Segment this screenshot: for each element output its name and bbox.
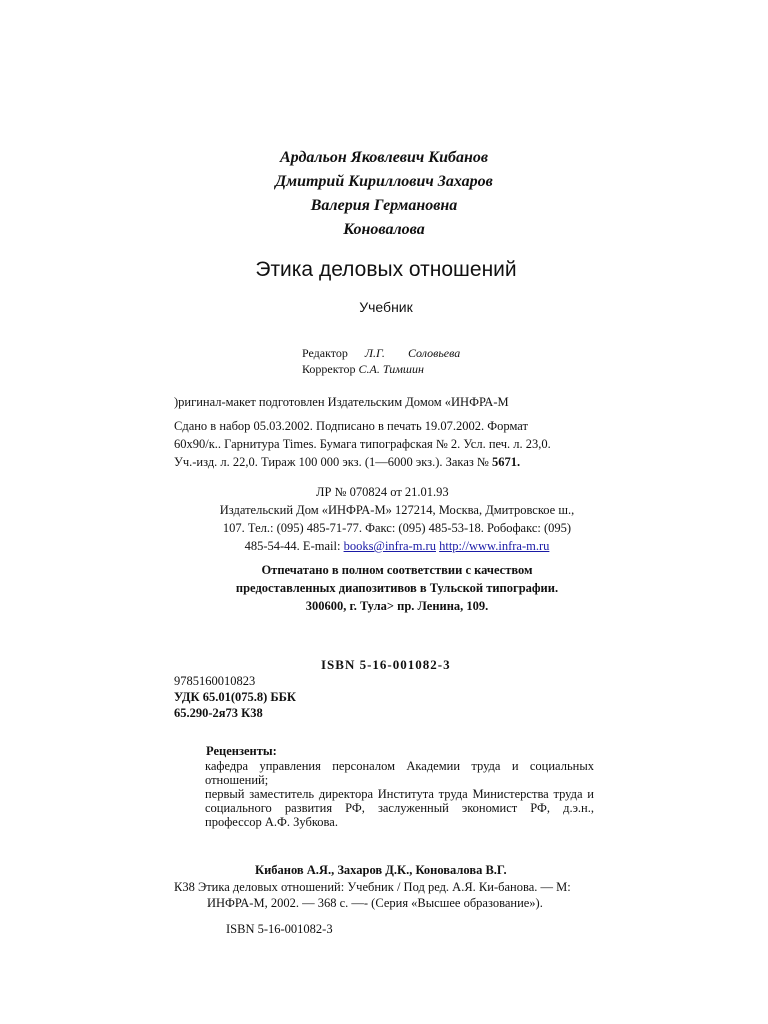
editor-label: Редактор [302, 346, 348, 360]
print-info-text: Уч.-изд. л. 22,0. Тираж 100 000 экз. (1—6000 экз.). Заказ № [174, 455, 489, 469]
print-info-line: Сдано в набор 05.03.2002. Подписано в печать 19.07.2002. Формат [174, 419, 528, 433]
udk-code: УДК 65.01(075.8) ББК [174, 690, 296, 704]
printing-line: предоставленных диапозитивов в Тульской типографии. [235, 581, 559, 595]
authors-block [0, 146, 768, 242]
reviewer-item: кафедра управления персоналом Академии труда и социальных отношений; [205, 759, 594, 787]
editor-initials: Л.Г. [364, 346, 385, 360]
reviewers-heading: Рецензенты: [206, 744, 277, 758]
publisher-line: Издательский Дом «ИНФРА-М» 127214, Москва, Дмитровское ш., [219, 503, 575, 517]
classification-block [174, 673, 296, 721]
editor-line [302, 346, 460, 361]
book-title: Этика деловых отношений [255, 258, 517, 281]
publisher-info [212, 501, 582, 555]
reviewers-list [205, 759, 594, 829]
citation-authors: Кибанов А.Я., Захаров Д.К., Коновалова В.Г. [255, 863, 507, 877]
publisher-line [212, 537, 582, 555]
reviewer-item: первый заместитель директора Института труда Министерства труда и социального развития РФ, заслуженный экономист РФ, д.э.н., профессор А.Ф. Зубкова. [205, 787, 594, 829]
corrector-line [302, 362, 424, 377]
author-name: Коновалова [343, 221, 425, 238]
printing-line: Отпечатано в полном соответствии с качеством [261, 563, 533, 577]
author-name: Валерия Германовна [310, 197, 458, 214]
publisher-contact: 485-54-44. E-mail: [244, 539, 344, 553]
corrector-label: Корректор [302, 362, 356, 376]
corrector-name: С.А. Тимшин [358, 362, 424, 376]
citation-line: ИНФРА-М, 2002. — 368 с. —- (Серия «Высшее образование»). [207, 896, 543, 910]
license-number: ЛР № 070824 от 21.01.93 [316, 485, 449, 499]
printing-line: 300600, г. Тула> пр. Ленина, 109. [305, 599, 489, 613]
author-name: Дмитрий Кириллович Захаров [275, 173, 493, 190]
barcode-number: 9785160010823 [174, 674, 256, 688]
editor-surname: Соловьева [407, 346, 461, 360]
book-subtitle: Учебник [359, 299, 413, 315]
isbn-main: ISBN 5-16-001082-3 [321, 657, 451, 672]
print-info-line [174, 453, 551, 471]
publisher-line: 107. Тел.: (095) 485-71-77. Факс: (095) 485-53-18. Робофакс: (095) [222, 521, 572, 535]
bbk-code: 65.290-2я73 К38 [174, 706, 263, 720]
printing-info [212, 561, 582, 615]
order-number: 5671. [491, 455, 521, 469]
print-info [174, 417, 551, 471]
website-link[interactable]: http://www.infra-m.ru [439, 539, 550, 553]
author-name: Ардальон Яковлевич Кибанов [280, 149, 488, 166]
citation-line: К38 Этика деловых отношений: Учебник / Под ред. А.Я. Ки-банова. — М: [174, 880, 571, 894]
print-info-line: 60x90/к.. Гарнитура Times. Бумага типографская № 2. Усл. печ. л. 23,0. [174, 437, 551, 451]
email-link[interactable]: books@infra-m.ru [343, 539, 436, 553]
citation-isbn: ISBN 5-16-001082-3 [226, 922, 333, 936]
original-layout-note: )ригинал-макет подготовлен Издательским Домом «ИНФРА-М [174, 395, 509, 409]
